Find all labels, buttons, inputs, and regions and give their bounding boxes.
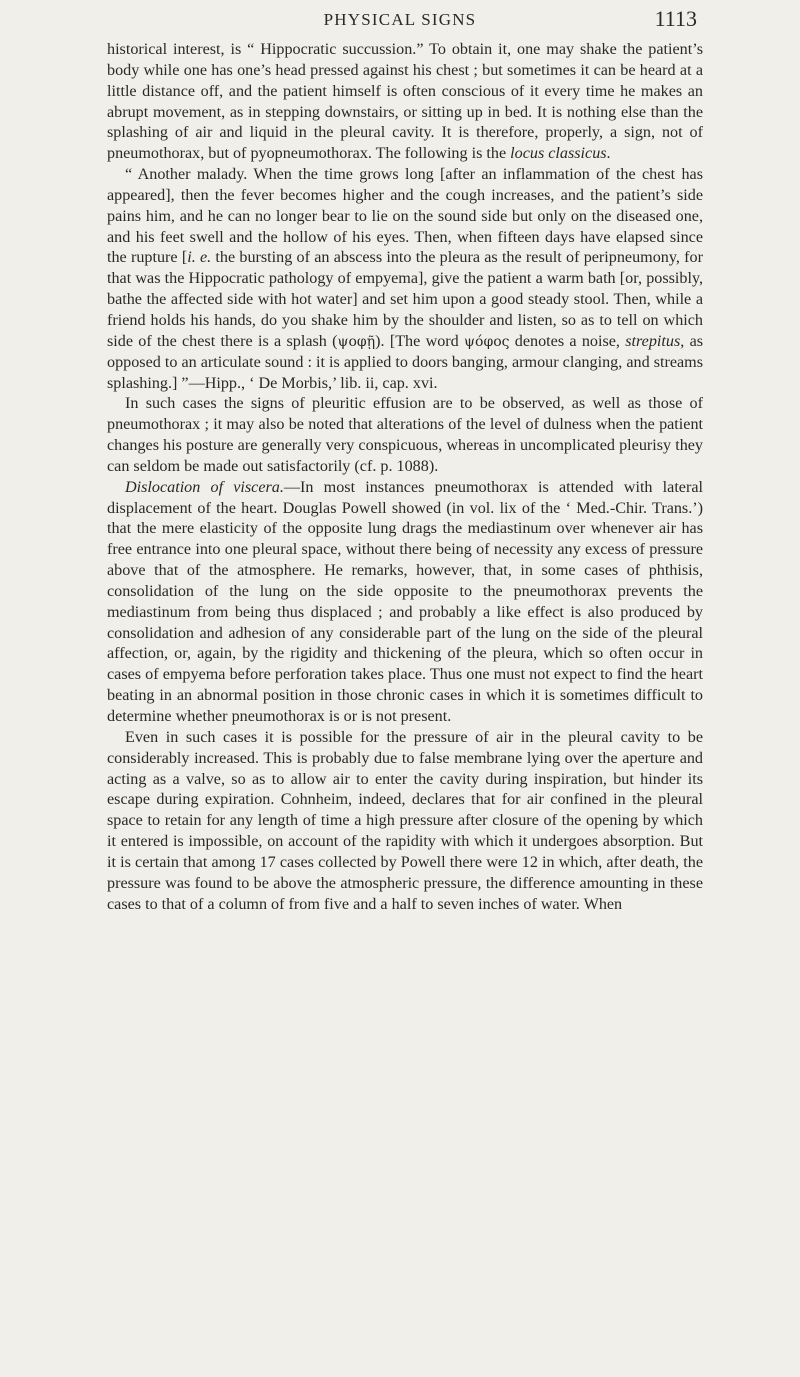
greek-word: ψόφος	[464, 333, 510, 350]
text-run: Even in such cases it is possible for the pressure of air in the pleural cavity to be considerably increased. This is probably due to false membrane lying over the aperture and acting as a valve, so as to allow air to enter the cavity during inspiration, but hinder its escape during expiration. Cohnheim, indeed, declares that for air confined in the pleural space to retain for any length of time a high pressure after closure of the opening by which it entered is impossible, on account of the rapidity with which it undergoes absorption. But it is certain that among 17 cases collected by Powell there were 12 in which, after death, the pressure was found to be above the atmospheric pressure, the difference amounting in these cases to that of a column of from five and a half to seven inches of water. When	[107, 728, 703, 913]
text-run: , as opposed to an articulate sound : it is applied to doors banging, armour clanging, and streams splashing.] ”—Hipp., ‘ De Morbis,’ lib. ii, cap. xvi.	[107, 332, 704, 392]
greek-word: ψοφῇ	[337, 333, 376, 350]
text-run: .	[606, 145, 611, 163]
text-run: —In most instances pneumothorax is attended with lateral displacement of the heart. Douglas Powell showed (in vol. lix of the ‘ Med.-Chir. Trans.’) that the mere elasticity of the opposite lung drags the mediastinum over whenever air has free entrance into one pleural space, without there being of necessity any excess of pressure above that of the atmosphere. He remarks, however, that, in some cases of phthisis, consolidation of the lung on the side opposite to the pneumothorax prevents the mediastinum from being thus displaced ; and probably a like effect is also produced by consolidation and adhesion of any considerable part of the lung on the side of the pleural affection, or, again, by the rigidity and thickening of the pleura, which so often occur in cases of empyema before perforation takes place. Thus one must not expect to find the heart beating in an abnormal position in those chronic cases in which it is sometimes difficult to determine whether pneumothorax is or is not present.	[107, 478, 703, 725]
text-run: In such cases the signs of pleuritic effusion are to be observed, as well as those of pneumothorax ; it may also be noted that alterations of the level of dulness when the patient changes his posture are generally very conspicuous, whereas in uncomplicated pleurisy they can seldom be made out satisfactorily (cf. p. 1088).	[107, 395, 703, 475]
text-run: denotes a noise,	[509, 332, 626, 350]
paragraph	[107, 394, 703, 477]
text-run: “ Another malady. When the time grows long [after an inflammation of the chest has appeared], then the fever becomes higher and the cough increases, and the patient’s side pains him, and he can no longer bear to lie on the sound side but only on the diseased one, and his feet swell and the hollow of his eyes. Then, when fifteen days have elapsed since the rupture [	[107, 166, 703, 267]
text-run: ). [The word	[375, 332, 465, 350]
text-run: the bursting of an abscess into the pleura as the result of peripneumony, for that was the Hippocratic pathology of empyema], give the patient a warm bath [or, possibly, bathe the affected side with hot water] and set him upon a good steady stool. Then, while a friend holds his hands, do you shake him by the shoulder and listen, so as to tell on which side of the chest there is a splash (	[107, 249, 703, 350]
running-header	[0, 6, 800, 36]
italic-term: strepitus	[625, 332, 681, 350]
paragraph	[107, 40, 703, 165]
paragraph-quotation	[107, 165, 703, 394]
paragraph	[107, 728, 703, 916]
page-number: 1113	[654, 6, 697, 31]
italic-term: i. e.	[187, 249, 212, 267]
body-text	[107, 40, 703, 915]
italic-term: locus classicus	[510, 145, 607, 163]
section-heading: Dislocation of viscera.	[125, 478, 284, 496]
paragraph-dislocation	[107, 478, 703, 728]
text-run: historical interest, is “ Hippocratic succussion.” To obtain it, one may shake the patient’s body while one has one’s head pressed against his chest ; but sometimes it can be heard at a little distance off, and the patient himself is often conscious of it every time he makes an abrupt movement, as in stepping downstairs, or sitting up in bed. It is nothing else than the splashing of air and liquid in the pleural cavity. It is therefore, properly, a sign, not of pneumothorax, but of pyopneumothorax. The following is the	[107, 41, 703, 163]
running-title: PHYSICAL SIGNS	[323, 10, 477, 29]
